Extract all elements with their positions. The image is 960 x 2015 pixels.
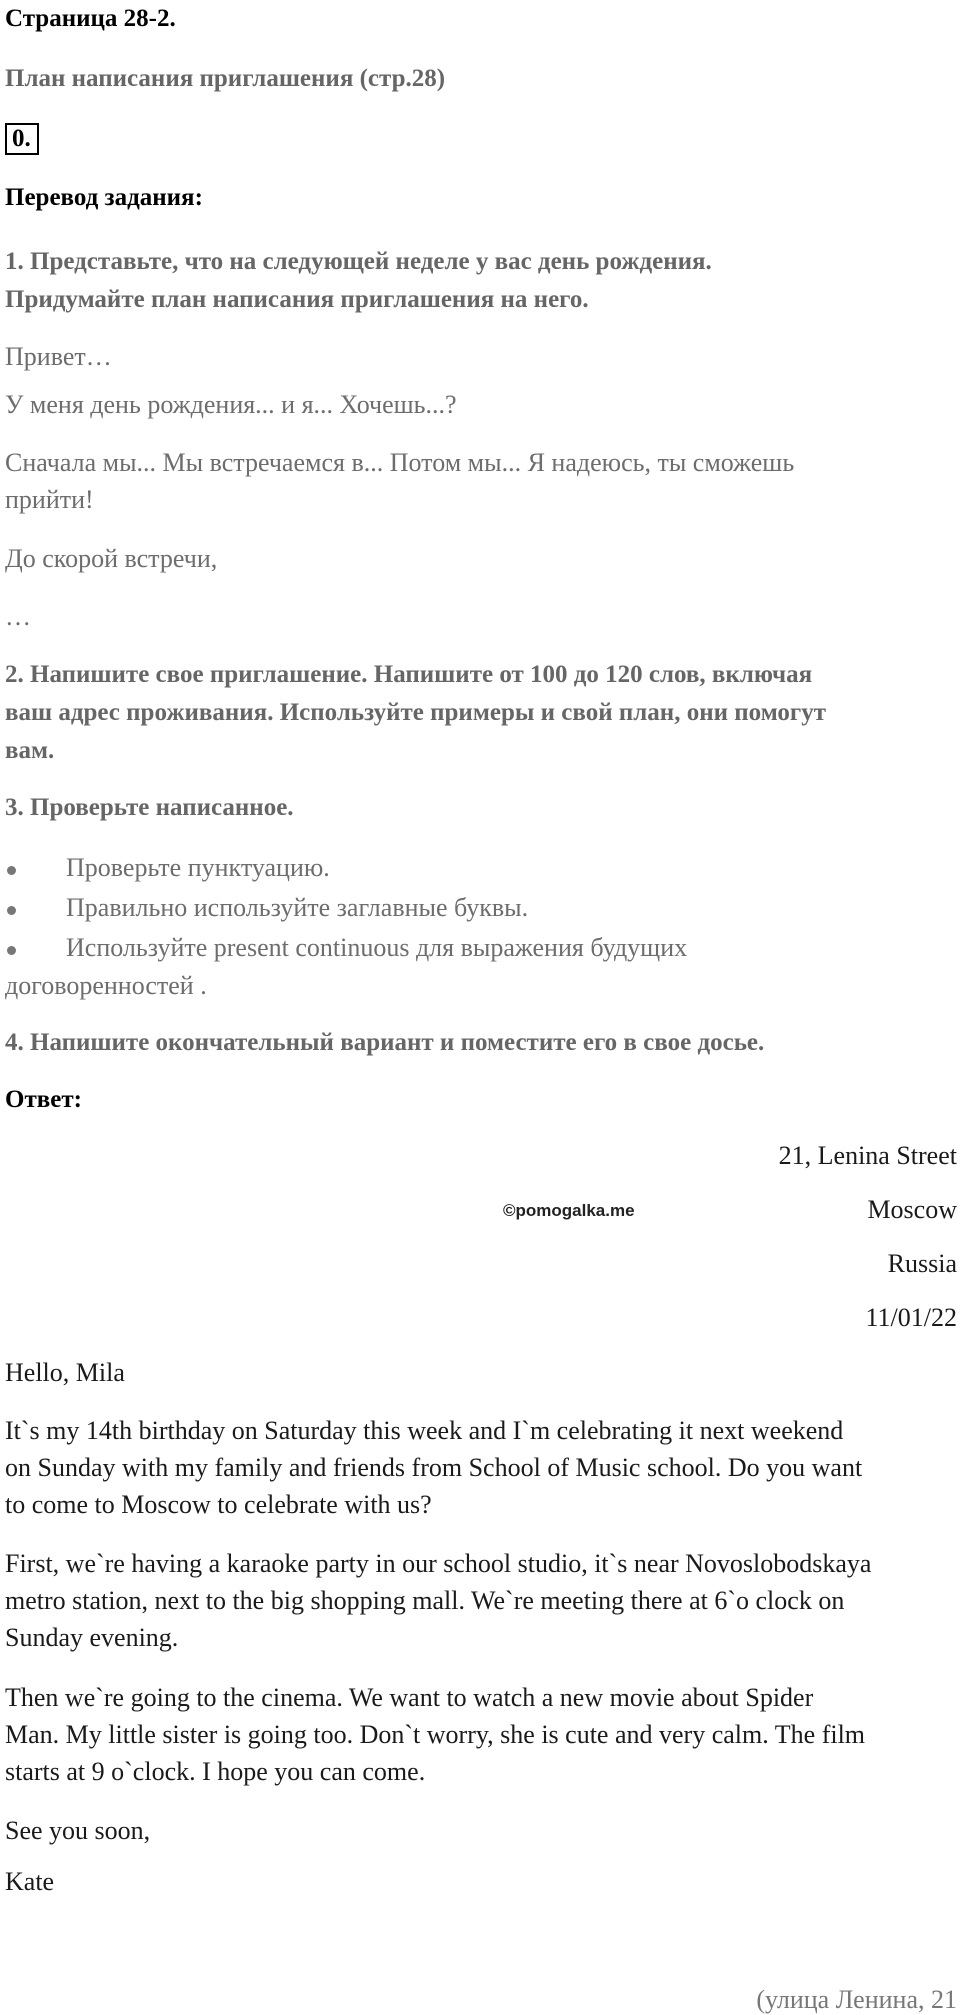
letter-p3-line-2: Man. My little sister is going too. Don`t worry, she is cute and very calm. The film [5, 1720, 866, 1749]
letter-date: 11/01/22 [865, 1303, 957, 1332]
task-1-line-1: 1. Представьте, что на следующей неделе у вас день рождения. [5, 248, 712, 275]
task-1 [5, 243, 712, 319]
letter-paragraph-3 [5, 1679, 865, 1790]
checklist-item-1: Проверьте пунктуацию. [5, 849, 330, 886]
letter-p1-line-3: to come to Moscow to celebrate with us? [5, 1490, 432, 1519]
letter-greeting: Hello, Mila [5, 1358, 125, 1387]
page-title: Страница 28-2. [5, 5, 176, 32]
plan-greeting: Привет… [5, 342, 112, 371]
task-2-line-3: вам. [5, 737, 55, 764]
bullet-dot-icon [7, 946, 16, 955]
section-title: План написания приглашения (стр.28) [5, 65, 446, 92]
watermark: ©pomogalka.me [503, 1201, 635, 1220]
letter-closing: See you soon, [5, 1816, 151, 1845]
letter-p1-line-2: on Sunday with my family and friends from School of Music school. Do you want [5, 1453, 863, 1482]
footer-note: (улица Ленина, 21 [756, 1985, 957, 2014]
task-3: 3. Проверьте написанное. [5, 794, 294, 821]
task-4: 4. Напишите окончательный вариант и поместите его в свое досье. [5, 1029, 765, 1056]
letter-p2-line-2: metro station, next to the big shopping mall. We`re meeting there at 6`o clock on [5, 1586, 845, 1615]
numbered-box [5, 123, 39, 155]
plan-first-paragraph [5, 444, 794, 518]
letter-p3-line-1: Then we`re going to the cinema. We want to watch a new movie about Spider [5, 1683, 814, 1712]
plan-first-line-2: прийти! [5, 485, 94, 514]
checklist-item-3-continuation: договоренностей . [5, 971, 207, 1000]
task-2 [5, 656, 826, 770]
box-label: 0. [5, 123, 39, 155]
plan-birthday-line: У меня день рождения... и я... Хочешь...? [5, 390, 457, 419]
plan-ellipsis: … [5, 602, 31, 631]
bullet-dot-icon [7, 906, 16, 915]
address-street: 21, Lenina Street [778, 1141, 957, 1170]
letter-signature: Kate [5, 1867, 55, 1896]
letter-paragraph-1 [5, 1412, 862, 1523]
letter-paragraph-2 [5, 1545, 871, 1656]
letter-p3-line-3: starts at 9 o`clock. I hope you can come. [5, 1757, 426, 1786]
address-country: Russia [887, 1249, 957, 1278]
letter-p2-line-3: Sunday evening. [5, 1623, 179, 1652]
letter-p2-line-1: First, we`re having a karaoke party in our school studio, it`s near Novoslobodskaya [5, 1549, 872, 1578]
plan-closing: До скорой встречи, [5, 544, 218, 573]
answer-heading: Ответ: [5, 1086, 82, 1113]
letter-p1-line-1: It`s my 14th birthday on Saturday this week and I`m celebrating it next weekend [5, 1416, 844, 1445]
task-2-line-1: 2. Напишите свое приглашение. Напишите от 100 до 120 слов, включая [5, 661, 813, 688]
checklist-item-2: Правильно используйте заглавные буквы. [5, 889, 528, 926]
checklist-item-3: Используйте present continuous для выражения будущих [5, 929, 687, 966]
plan-first-line-1: Сначала мы... Мы встречаемся в... Потом мы... Я надеюсь, ты сможешь [5, 448, 795, 477]
task-1-line-2: Придумайте план написания приглашения на него. [5, 286, 589, 313]
bullet-dot-icon [7, 866, 16, 875]
task-2-line-2: ваш адрес проживания. Используйте примеры и свой план, они помогут [5, 699, 827, 726]
translation-heading: Перевод задания: [5, 184, 203, 211]
address-city: Moscow [867, 1195, 957, 1224]
